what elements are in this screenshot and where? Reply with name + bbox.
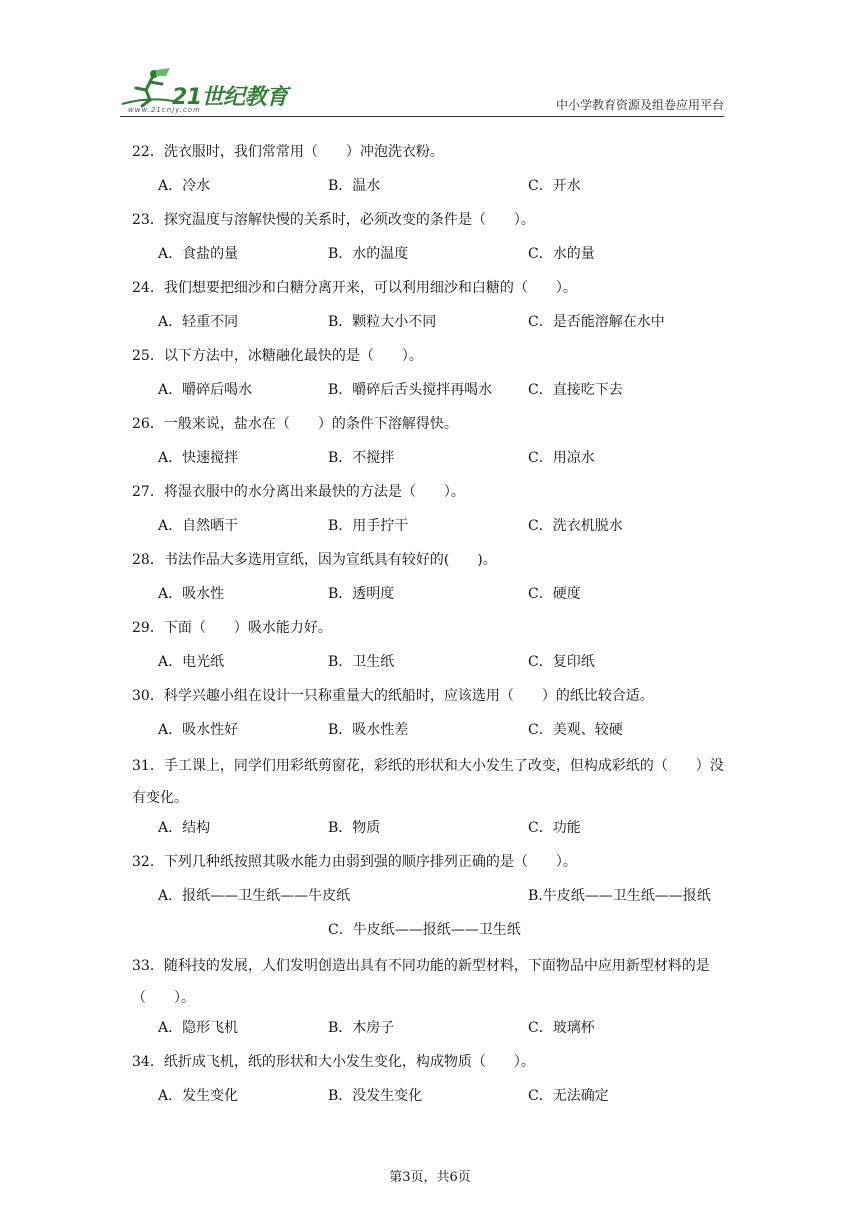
option-b: B.牛皮纸——卫生纸——报纸 [528,888,711,904]
option-b: B．用手拧干 [328,518,409,534]
option-c: C．功能 [528,820,581,836]
option-b: B．嚼碎后舌头搅拌再喝水 [328,382,493,398]
option-a: A．吸水性 [158,586,225,602]
option-a: A．冷水 [158,178,211,194]
option-c: C．直接吃下去 [528,382,623,398]
question-30: 30．科学兴趣小组在设计一只称重量大的纸船时，应该选用（ ）的纸比较合适。 [132,688,654,704]
option-a: A．食盐的量 [158,246,239,262]
options-29 [132,648,732,682]
option-c: C．洗衣机脱水 [528,518,623,534]
question-22: 22．洗衣服时，我们常常用（ ）冲泡洗衣粉。 [132,144,444,160]
logo-url: www.21cnjy.com [128,106,201,114]
option-a: A．报纸——卫生纸——牛皮纸 [158,888,351,904]
options-32-line2 [132,916,732,950]
option-b: B．不搅拌 [328,450,395,466]
option-a: A．嚼碎后喝水 [158,382,253,398]
option-a: A．自然晒干 [158,518,239,534]
question-24: 24．我们想要把细沙和白糖分离开来，可以利用细沙和白糖的（ ）。 [132,280,577,296]
option-c: C．牛皮纸——报纸——卫生纸 [328,922,521,938]
question-26: 26．一般来说，盐水在（ ）的条件下溶解得快。 [132,416,458,432]
options-24 [132,308,732,342]
options-23 [132,240,732,274]
option-a: A．发生变化 [158,1088,239,1104]
option-b: B．卫生纸 [328,654,395,670]
option-c: C．用凉水 [528,450,595,466]
options-26 [132,444,732,478]
option-b: B．颗粒大小不同 [328,314,437,330]
question-23: 23．探究温度与溶解快慢的关系时，必须改变的条件是（ ）。 [132,212,535,228]
options-31 [132,814,732,848]
header-platform-text: 中小学教育资源及组卷应用平台 [555,98,724,112]
option-c: C．水的量 [528,246,595,262]
options-28 [132,580,732,614]
options-27 [132,512,732,546]
option-c: C．是否能溶解在水中 [528,314,665,330]
option-c: C．硬度 [528,586,581,602]
question-33: 33．随科技的发展，人们发明创造出具有不同功能的新型材料，下面物品中应用新型材料的是（ ）。 [132,958,710,1006]
question-29: 29．下面（ ）吸水能力好。 [132,620,332,636]
option-b: B．水的温度 [328,246,409,262]
header-divider [120,116,724,117]
logo [120,66,320,116]
question-31: 31．手工课上，同学们用彩纸剪窗花，彩纸的形状和大小发生了改变，但构成彩纸的（ ）没有变化。 [132,758,724,806]
option-a: A．轻重不同 [158,314,239,330]
option-b: B．没发生变化 [328,1088,423,1104]
options-32 [132,882,732,916]
option-a: A．电光纸 [158,654,225,670]
option-c: C．无法确定 [528,1088,609,1104]
option-a: A．隐形飞机 [158,1020,239,1036]
option-c: C．玻璃杯 [528,1020,595,1036]
option-c: C．复印纸 [528,654,595,670]
logo-text: 21世纪教育 [172,85,288,110]
option-b: B．吸水性差 [328,722,409,738]
option-a: A．吸水性好 [158,722,239,738]
options-34 [132,1082,732,1116]
question-34: 34．纸折成飞机，纸的形状和大小发生变化，构成物质（ ）。 [132,1054,535,1070]
option-b: B．木房子 [328,1020,395,1036]
question-list [132,138,732,1116]
question-27: 27．将湿衣服中的水分离出来最快的方法是（ ）。 [132,484,465,500]
options-30 [132,716,732,750]
options-25 [132,376,732,410]
page-footer: 第3页，共6页 [389,1170,471,1185]
option-b: B．透明度 [328,586,395,602]
option-c: C．开水 [528,178,581,194]
question-32: 32．下列几种纸按照其吸水能力由弱到强的顺序排列正确的是（ ）。 [132,854,577,870]
options-22 [132,172,732,206]
option-a: A．结构 [158,820,211,836]
option-b: B．温水 [328,178,381,194]
question-25: 25．以下方法中，冰糖融化最快的是（ ）。 [132,348,423,364]
option-a: A．快速搅拌 [158,450,239,466]
options-33 [132,1014,732,1048]
option-b: B．物质 [328,820,381,836]
runner-logo-icon [120,66,180,110]
question-28: 28．书法作品大多选用宣纸，因为宣纸具有较好的( )。 [132,552,497,568]
page-header [120,62,724,118]
option-c: C．美观、较硬 [528,722,623,738]
